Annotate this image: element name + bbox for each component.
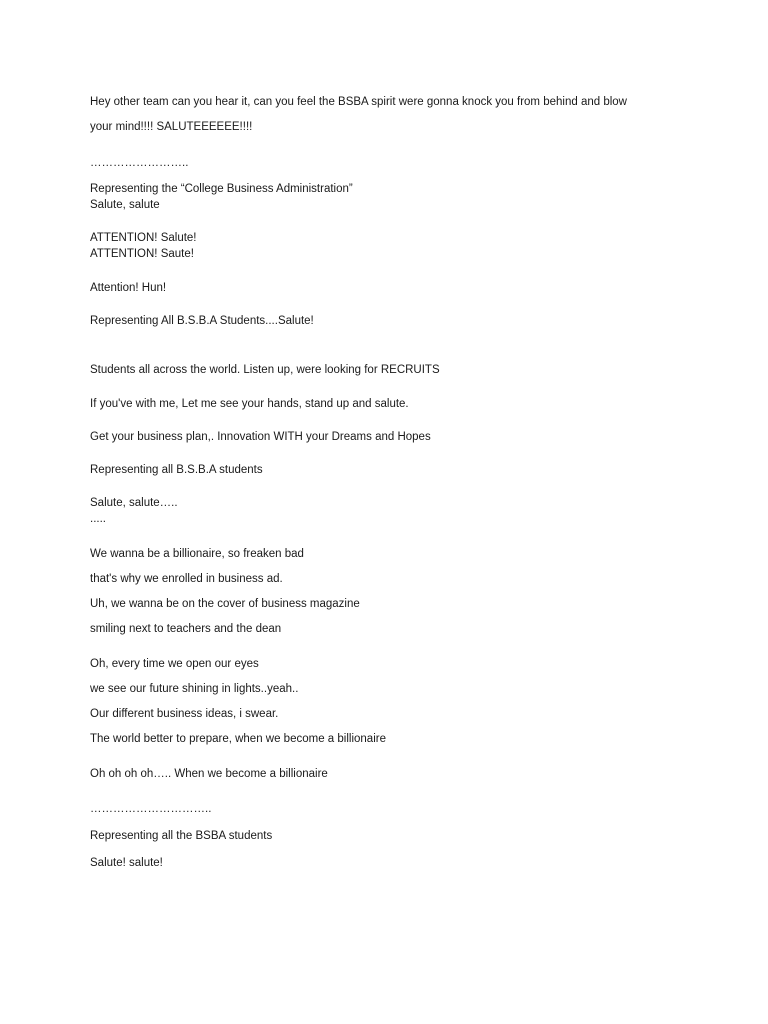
text-line: Salute! salute! — [90, 857, 163, 869]
text-line: Representing the “College Business Administration” — [90, 183, 353, 195]
text-line: Hey other team can you hear it, can you feel the BSBA spirit were gonna knock you from behind and blow — [90, 96, 627, 108]
text-line: ………………………….. — [90, 803, 212, 815]
text-line: that's why we enrolled in business ad. — [90, 573, 283, 585]
text-line: Salute, salute….. — [90, 497, 178, 509]
text-line: Representing All B.S.B.A Students....Salute! — [90, 315, 314, 327]
text-line: we see our future shining in lights..yeah.. — [90, 683, 299, 695]
text-line: ATTENTION! Salute! — [90, 232, 197, 244]
text-line: Oh, every time we open our eyes — [90, 658, 259, 670]
text-line: We wanna be a billionaire, so freaken bad — [90, 548, 304, 560]
text-line: If you've with me, Let me see your hands, stand up and salute. — [90, 398, 409, 410]
text-line: Representing all B.S.B.A students — [90, 464, 263, 476]
text-line: Representing all the BSBA students — [90, 830, 273, 842]
text-line: The world better to prepare, when we become a billionaire — [90, 733, 386, 745]
text-line: your mind!!!! SALUTEEEEEE!!!! — [90, 121, 253, 133]
text-line: Students all across the world. Listen up, were looking for RECRUITS — [90, 364, 440, 376]
text-line: Get your business plan,. Innovation WITH your Dreams and Hopes — [90, 431, 431, 443]
text-line: Our different business ideas, i swear. — [90, 708, 279, 720]
text-line: Oh oh oh oh….. When we become a billionaire — [90, 768, 328, 780]
text-line: Uh, we wanna be on the cover of business magazine — [90, 598, 360, 610]
text-line: Salute, salute — [90, 199, 160, 211]
text-line: …………………….. — [90, 157, 189, 169]
text-line: Attention! Hun! — [90, 282, 167, 294]
text-line: smiling next to teachers and the dean — [90, 623, 282, 635]
text-line: ATTENTION! Saute! — [90, 248, 194, 260]
text-line: ..... — [90, 513, 106, 525]
